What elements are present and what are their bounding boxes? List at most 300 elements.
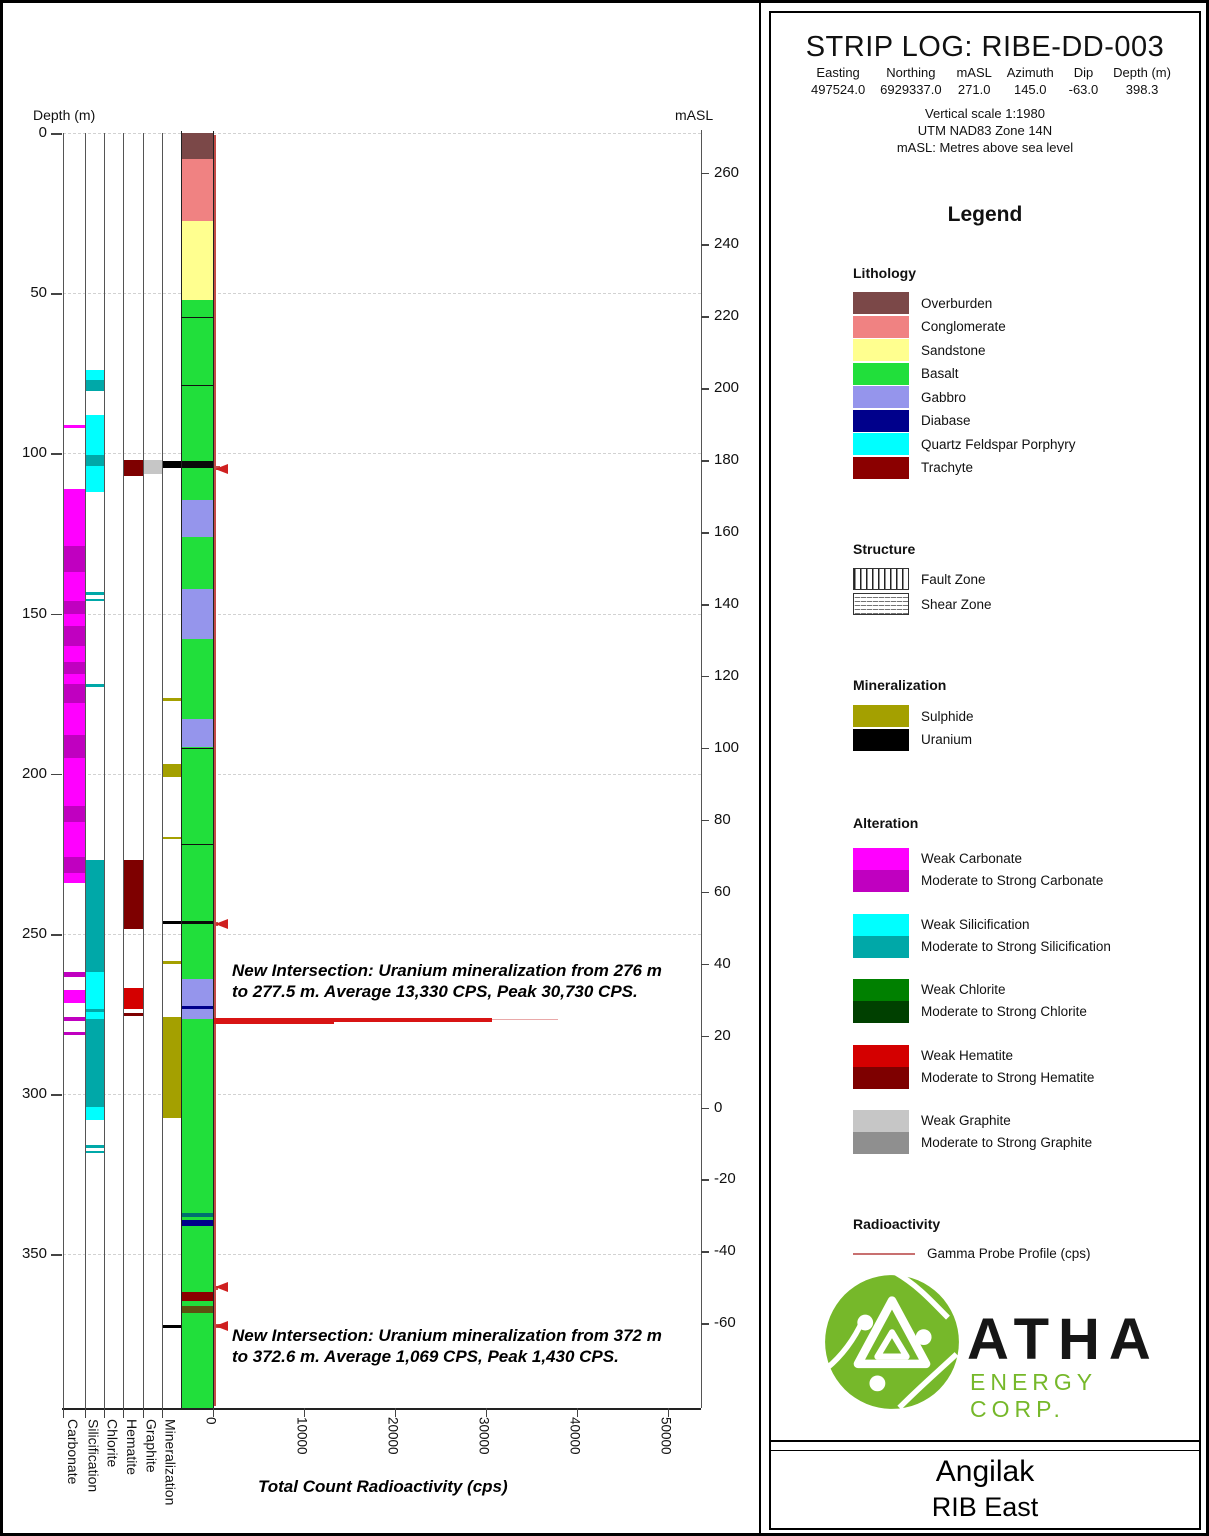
- carbonate-interval: [64, 684, 85, 703]
- structure-item-swatch: [853, 568, 909, 590]
- mineralization-item-swatch: [853, 729, 909, 751]
- lithology-item-label: Quartz Feldspar Porphyry: [921, 436, 1076, 452]
- lithology-interval: [181, 133, 213, 159]
- alteration-labels: [921, 848, 1103, 892]
- alteration-weak-label: Weak Silicification: [921, 916, 1030, 932]
- meta-label: Depth (m): [1113, 65, 1171, 80]
- track-label-graphite: Graphite: [143, 1419, 160, 1473]
- alteration-swatch-strong: [853, 936, 909, 958]
- lithology-interval: [181, 1009, 213, 1019]
- gamma-line-swatch: [853, 1253, 915, 1255]
- mineralization-interval: [163, 921, 181, 924]
- meta-label: Northing: [886, 65, 936, 80]
- depth-axis-title: Depth (m): [33, 107, 96, 123]
- lithology-interval: [181, 567, 213, 589]
- gamma-spike-tail: [492, 1019, 558, 1021]
- cps-axis-title: Total Count Radioactivity (cps): [258, 1477, 508, 1496]
- alteration-group: [853, 979, 1087, 1023]
- masl-tick-label: 260: [714, 163, 740, 181]
- annotation-line1: New Intersection: Uranium mineralization from 372 m: [232, 1326, 662, 1345]
- depth-gridline: [63, 934, 701, 935]
- alteration-labels: [921, 914, 1111, 958]
- scale-note: Vertical scale 1:1980: [925, 106, 1045, 121]
- lithology-item: [853, 457, 973, 479]
- track-label-hematite: Hematite: [124, 1419, 140, 1476]
- atha-wordmark: ATHA: [967, 1307, 1160, 1372]
- depth-tick: [51, 453, 62, 455]
- lithology-interval: [181, 1313, 213, 1409]
- carbonate-interval: [64, 703, 85, 735]
- track-base-tick: [123, 1408, 124, 1418]
- intersection-arrow-icon: [215, 1321, 228, 1331]
- radioactivity-item: [853, 1246, 1091, 1261]
- track-label-carbonate: Carbonate: [65, 1419, 81, 1485]
- lithology-interval: [181, 747, 213, 803]
- gamma-trace: [214, 135, 216, 1406]
- hole-meta-item: [880, 65, 941, 97]
- depth-tick-label: 100: [21, 444, 47, 462]
- depth-tick: [51, 934, 62, 936]
- radioactivity-heading: Radioactivity: [853, 1216, 941, 1232]
- area-name: RIB East: [931, 1492, 1039, 1522]
- masl-tick-label: 20: [714, 1026, 731, 1044]
- page-title: STRIP LOG: RIBE-DD-003: [805, 31, 1165, 63]
- lithology-item-swatch: [853, 339, 909, 361]
- intersection-annotation: [232, 960, 662, 1002]
- masl-tick-label: 0: [714, 1098, 723, 1116]
- track-base-tick: [104, 1408, 105, 1418]
- lithology-interval: [181, 924, 213, 953]
- hole-meta-item: [1069, 65, 1099, 97]
- masl-tick-label: 40: [714, 954, 731, 972]
- structure-item-swatch: [853, 593, 909, 615]
- silicification-interval: [86, 1107, 104, 1120]
- track-boundary-line: [143, 133, 144, 1408]
- alteration-swatch-weak: [853, 848, 909, 870]
- depth-tick-label: 50: [30, 284, 47, 302]
- atha-logo-icon: [819, 1269, 965, 1415]
- meta-label: mASL: [956, 65, 992, 80]
- track-base-tick: [63, 1408, 64, 1418]
- lithology-item: [853, 339, 986, 361]
- depth-tick: [51, 1254, 62, 1256]
- lithology-interval: [181, 1292, 213, 1300]
- alteration-swatch: [853, 1110, 909, 1154]
- depth-tick-label: 200: [21, 764, 47, 782]
- alteration-group: [853, 1045, 1094, 1089]
- lithology-contact-line: [181, 748, 213, 749]
- track-boundary-line: [104, 133, 105, 1408]
- depth-tick: [51, 133, 62, 135]
- alteration-swatch-strong: [853, 1067, 909, 1089]
- carbonate-interval: [64, 674, 85, 684]
- mineralization-heading: Mineralization: [853, 677, 947, 693]
- silicification-interval: [86, 380, 104, 390]
- track-label-mineralization: Mineralization: [162, 1419, 179, 1506]
- masl-tick: [701, 964, 709, 966]
- lithology-interval: [181, 864, 213, 874]
- masl-tick: [701, 532, 709, 534]
- mineralization-item: [853, 729, 972, 751]
- carbonate-interval: [64, 806, 85, 822]
- lithology-interval: [181, 300, 213, 354]
- carbonate-interval: [64, 1017, 85, 1021]
- track-base-tick: [143, 1408, 144, 1418]
- lithology-item-label: Sandstone: [921, 342, 986, 358]
- lithology-interval: [181, 221, 213, 299]
- masl-tick: [701, 892, 709, 894]
- meta-value: 398.3: [1125, 82, 1159, 97]
- masl-tick-label: 120: [714, 666, 740, 684]
- mineralization-item-label: Uranium: [921, 732, 973, 747]
- atha-sub-wordmark: ENERGY CORP.: [970, 1369, 1097, 1422]
- depth-tick: [51, 293, 62, 295]
- lithology-item-label: Trachyte: [921, 460, 974, 475]
- lithology-interval: [181, 835, 213, 864]
- alteration-swatch: [853, 1045, 909, 1089]
- masl-tick: [701, 604, 709, 606]
- masl-tick-label: 180: [714, 451, 740, 469]
- depth-tick-label: 300: [21, 1085, 47, 1103]
- intersection-annotation: [232, 1325, 662, 1367]
- track-boundary-line: [123, 133, 124, 1408]
- lithology-interval: [181, 468, 213, 477]
- lithology-item-swatch: [853, 386, 909, 408]
- lithology-interval: [181, 979, 213, 1007]
- cps-axis-line: [62, 1408, 701, 1410]
- silicification-interval: [86, 455, 104, 466]
- silicification-interval: [86, 415, 104, 455]
- hematite-interval: [124, 460, 143, 476]
- alteration-swatch-strong: [853, 1132, 909, 1154]
- lithology-item-label: Diabase: [921, 413, 971, 428]
- meta-value: 271.0: [957, 82, 991, 97]
- cps-tick: [395, 1408, 397, 1417]
- lithology-interval: [181, 589, 213, 639]
- masl-tick: [701, 1251, 709, 1253]
- lithology-item: [853, 363, 959, 385]
- masl-tick: [701, 316, 709, 318]
- lithology-contact-line: [181, 385, 213, 386]
- alteration-swatch-strong: [853, 1001, 909, 1023]
- depth-gridline: [63, 453, 701, 454]
- alteration-strong-label: Moderate to Strong Hematite: [921, 1069, 1095, 1085]
- depth-tick-label: 0: [38, 124, 47, 141]
- mineralization-interval: [163, 837, 181, 840]
- mineralization-interval: [163, 461, 181, 468]
- structure-item: [853, 568, 986, 590]
- meta-label: Dip: [1073, 65, 1094, 80]
- lithology-heading: Lithology: [853, 265, 916, 281]
- masl-tick-label: 220: [714, 307, 740, 325]
- cps-tick-label: 20000: [385, 1417, 401, 1455]
- track-base-tick: [85, 1408, 86, 1418]
- lithology-item-label: Overburden: [921, 295, 993, 311]
- carbonate-interval: [64, 662, 85, 675]
- alteration-heading: Alteration: [853, 815, 919, 831]
- carbonate-interval: [64, 425, 85, 428]
- lithology-item-swatch: [853, 457, 909, 479]
- masl-tick-label: 60: [714, 882, 731, 900]
- lithology-interval: [181, 889, 213, 920]
- carbonate-interval: [64, 1032, 85, 1035]
- cps-tick-label: 50000: [658, 1417, 674, 1455]
- lithology-item-swatch: [853, 316, 909, 338]
- footer-divider-top: [769, 1440, 1201, 1442]
- masl-tick: [701, 1108, 709, 1110]
- structure-item: [853, 593, 992, 615]
- mineralization-interval: [163, 1017, 181, 1119]
- carbonate-interval: [64, 990, 85, 1003]
- lithology-item-label: Gabbro: [921, 389, 967, 405]
- masl-tick: [701, 676, 709, 678]
- lithology-item: [853, 316, 1006, 338]
- silicification-interval: [86, 466, 104, 492]
- lithology-interval: [181, 505, 213, 537]
- masl-tick: [701, 460, 709, 462]
- lithology-item: [853, 433, 1076, 455]
- alteration-weak-label: Weak Hematite: [921, 1047, 1014, 1063]
- masl-tick-label: 140: [714, 595, 740, 613]
- lithology-interval: [181, 639, 213, 647]
- lithology-item: [853, 410, 971, 432]
- carbonate-interval: [64, 626, 85, 645]
- masl-tick-label: -60: [714, 1314, 736, 1332]
- alteration-group: [853, 1110, 1092, 1154]
- lithology-interval: [181, 159, 213, 221]
- depth-gridline: [63, 133, 701, 134]
- alteration-labels: [921, 1110, 1092, 1154]
- cps-tick-label: 10000: [294, 1417, 310, 1455]
- cps-tick: [304, 1408, 306, 1417]
- alteration-strong-label: Moderate to Strong Graphite: [921, 1135, 1093, 1150]
- depth-tick: [51, 1094, 62, 1096]
- mineralization-interval: [163, 764, 181, 777]
- hole-meta-row: [811, 65, 1171, 97]
- graphite-interval: [144, 460, 162, 474]
- mineralization-item-label: Sulphide: [921, 708, 974, 724]
- carbonate-interval: [64, 758, 85, 806]
- legend-title: Legend: [947, 203, 1023, 226]
- structure-heading: Structure: [853, 541, 916, 557]
- masl-tick-label: 160: [714, 523, 740, 541]
- carbonate-interval: [64, 614, 85, 627]
- lithology-interval: [181, 822, 213, 835]
- lithology-interval: [181, 354, 213, 375]
- depth-gridline: [63, 774, 701, 775]
- alteration-swatch: [853, 848, 909, 892]
- gamma-spike-sub: [214, 1022, 334, 1024]
- lithology-interval: [181, 671, 213, 679]
- masl-note: mASL: Metres above sea level: [896, 140, 1074, 155]
- hole-meta-item: [811, 65, 865, 97]
- annotation-line2: to 372.6 m. Average 1,069 CPS, Peak 1,430 CPS.: [232, 1347, 619, 1366]
- panel-divider: [759, 3, 761, 1533]
- silicification-interval: [86, 684, 104, 687]
- mineralization-interval: [163, 961, 181, 964]
- lithology-item-swatch: [853, 292, 909, 314]
- depth-tick-label: 150: [21, 604, 47, 622]
- lithology-interval: [181, 461, 213, 468]
- alteration-weak-label: Weak Graphite: [921, 1113, 1011, 1128]
- meta-label: Easting: [816, 65, 860, 80]
- alteration-group: [853, 914, 1111, 958]
- alteration-swatch-strong: [853, 870, 909, 892]
- carbonate-interval: [64, 646, 85, 662]
- track-label-chlorite: Chlorite: [104, 1419, 121, 1468]
- lithology-interval: [181, 873, 213, 889]
- footer-divider-bottom: [769, 1450, 1201, 1451]
- lithology-interval: [181, 719, 213, 746]
- silicification-interval: [86, 1151, 104, 1154]
- depth-tick-label: 350: [21, 1245, 47, 1263]
- masl-tick-label: -20: [714, 1170, 736, 1188]
- alteration-strong-label: Moderate to Strong Silicification: [921, 938, 1111, 954]
- mineralization-item: [853, 705, 974, 727]
- masl-tick-label: -40: [714, 1242, 736, 1260]
- mineralization-interval: [163, 698, 181, 701]
- lithology-contact-line: [181, 317, 213, 318]
- hematite-interval: [124, 988, 143, 1009]
- intersection-arrow-icon: [215, 464, 228, 474]
- cps-tick: [213, 1408, 215, 1417]
- carbonate-interval: [64, 546, 85, 572]
- lithology-item: [853, 292, 992, 314]
- masl-tick: [701, 1179, 709, 1181]
- legend-panel: [769, 11, 1201, 1530]
- intersection-arrow-icon: [215, 919, 228, 929]
- cps-tick-label: 40000: [567, 1417, 583, 1455]
- hematite-interval: [124, 860, 143, 929]
- carbonate-interval: [64, 972, 85, 977]
- depth-gridline: [63, 1094, 701, 1095]
- lithology-interval: [181, 700, 213, 719]
- alteration-swatch: [853, 979, 909, 1023]
- masl-tick-label: 100: [714, 738, 740, 756]
- lithology-interval: [181, 679, 213, 700]
- silicification-interval: [86, 599, 104, 602]
- carbonate-interval: [64, 601, 85, 614]
- lithology-interval: [181, 1118, 213, 1213]
- masl-tick: [701, 244, 709, 246]
- lithology-item-swatch: [853, 410, 909, 432]
- mineralization-item-swatch: [853, 705, 909, 727]
- depth-gridline: [63, 293, 701, 294]
- track-boundary-line: [85, 133, 86, 1408]
- depth-gridline: [63, 1254, 701, 1255]
- hole-meta-item: [1113, 65, 1171, 97]
- alteration-labels: [921, 1045, 1094, 1089]
- lithology-interval: [181, 1019, 213, 1119]
- lithology-interval: [181, 453, 213, 461]
- silicification-interval: [86, 972, 104, 1009]
- masl-tick: [701, 748, 709, 750]
- silicification-interval: [86, 860, 104, 972]
- masl-tick: [701, 820, 709, 822]
- cps-tick: [577, 1408, 579, 1417]
- carbonate-interval: [64, 735, 85, 757]
- alteration-swatch-weak: [853, 979, 909, 1001]
- masl-axis-title: mASL: [675, 107, 714, 123]
- silicification-interval: [86, 1145, 104, 1148]
- annotation-line2: to 277.5 m. Average 13,330 CPS, Peak 30,730 CPS.: [232, 982, 638, 1001]
- masl-tick-label: 200: [714, 379, 740, 397]
- silicification-interval: [86, 370, 104, 380]
- lithology-interval: [181, 655, 213, 671]
- masl-axis-line: [701, 130, 702, 1408]
- alteration-weak-label: Weak Chlorite: [921, 982, 1006, 997]
- structure-item-label: Fault Zone: [921, 571, 986, 587]
- lithology-interval: [181, 647, 213, 655]
- lithology-item-swatch: [853, 433, 909, 455]
- masl-tick-label: 80: [714, 810, 731, 828]
- hematite-interval: [124, 1013, 143, 1016]
- depth-gridline: [63, 614, 701, 615]
- alteration-weak-label: Weak Carbonate: [921, 851, 1023, 866]
- lithology-interval: [181, 537, 213, 567]
- masl-tick: [701, 1036, 709, 1038]
- lithology-interval: [181, 812, 213, 822]
- depth-tick: [51, 614, 62, 616]
- carbonate-interval: [64, 873, 85, 883]
- alteration-strong-label: Moderate to Strong Chlorite: [921, 1004, 1087, 1019]
- structure-item-label: Shear Zone: [921, 596, 992, 612]
- annotation-line1: New Intersection: Uranium mineralization from 276 m: [232, 961, 662, 980]
- lithology-interval: [181, 477, 213, 499]
- meta-value: 6929337.0: [880, 82, 942, 97]
- lithology-item-label: Conglomerate: [921, 319, 1006, 334]
- carbonate-interval: [64, 822, 85, 857]
- lithology-interval: [181, 1226, 213, 1292]
- alteration-swatch-weak: [853, 1110, 909, 1132]
- alteration-strong-label: Moderate to Strong Carbonate: [921, 873, 1104, 888]
- alteration-group: [853, 848, 1103, 892]
- hole-meta-item: [956, 65, 991, 97]
- masl-tick: [701, 173, 709, 175]
- carbonate-interval: [64, 489, 85, 547]
- meta-label: Azimuth: [1006, 65, 1054, 80]
- lithology-item-swatch: [853, 363, 909, 385]
- mineralization-interval: [163, 1325, 181, 1328]
- lithology-interval: [181, 953, 213, 979]
- hole-meta-item: [1007, 65, 1054, 97]
- silicification-interval: [86, 592, 104, 595]
- cps-tick-label: 0: [203, 1417, 219, 1425]
- meta-value: 145.0: [1013, 82, 1047, 97]
- cps-tick: [486, 1408, 488, 1417]
- masl-tick: [701, 1323, 709, 1325]
- radioactivity-label: Gamma Probe Profile (cps): [927, 1246, 1091, 1261]
- lithology-border: [181, 131, 182, 1409]
- masl-tick-label: 240: [714, 235, 740, 253]
- lithology-interval: [181, 375, 213, 402]
- lithology-item-label: Basalt: [921, 366, 959, 381]
- depth-tick: [51, 774, 62, 776]
- meta-value: -63.0: [1068, 82, 1099, 97]
- track-base-tick: [162, 1408, 163, 1418]
- masl-tick: [701, 388, 709, 390]
- depth-tick-label: 250: [21, 925, 47, 942]
- alteration-swatch-weak: [853, 1045, 909, 1067]
- cps-tick: [668, 1408, 670, 1417]
- project-name: Angilak: [935, 1455, 1035, 1488]
- cps-tick-label: 30000: [476, 1417, 492, 1455]
- silicification-interval: [86, 1019, 104, 1107]
- lithology-interval: [181, 1306, 213, 1313]
- carbonate-interval: [64, 857, 85, 873]
- intersection-arrow-icon: [215, 1282, 228, 1292]
- lithology-contact-line: [181, 844, 213, 845]
